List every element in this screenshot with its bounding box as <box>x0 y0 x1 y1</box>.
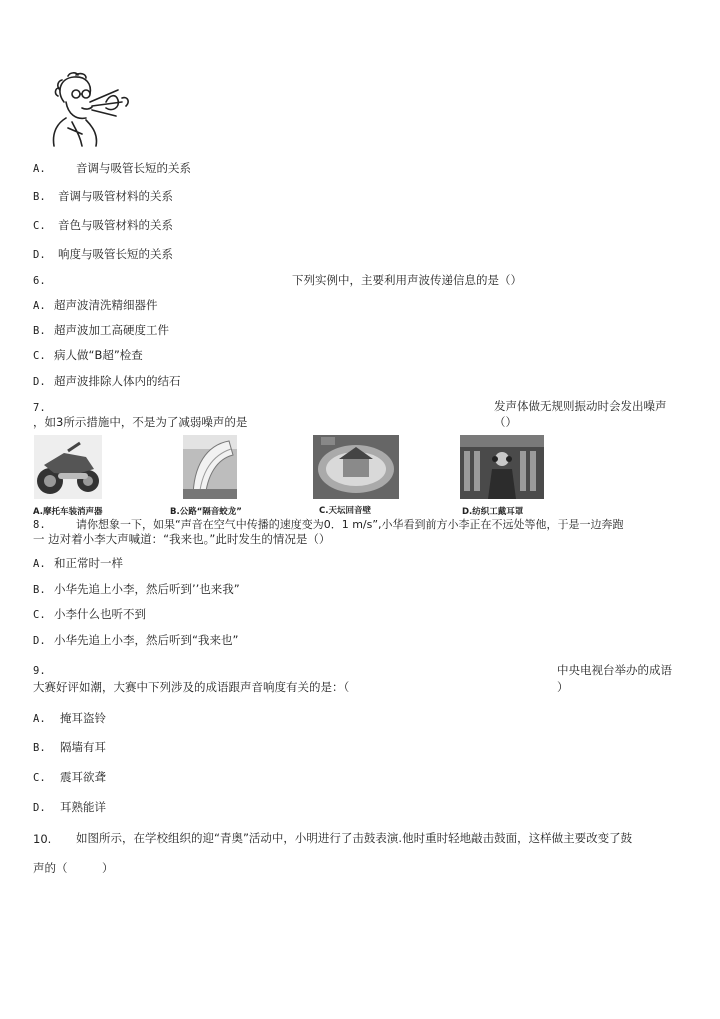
q8-option-d-text: 小华先追上小李，然后听到“我来也” <box>54 633 239 647</box>
q9-stem-right1: 中央电视台举办的成语 <box>557 663 672 677</box>
q6-option-a-text: 超声波清洗精细器件 <box>54 298 158 312</box>
q9-stem-right2: ） <box>557 680 569 694</box>
q7-caption-a: A.摩托车装消声器 <box>33 507 103 517</box>
q10-stem-line2: 声的（ ） <box>33 861 114 875</box>
q6-stem: 下列实例中，主要利用声波传递信息的是（） <box>292 273 522 287</box>
q8-stem-line1: 请你想象一下，如果“声音在空气中传播的速度变为0．1 m/s”,小华看到前方小李正在不远处等他，于是一边奔跑 <box>76 518 624 531</box>
highway-sound-barrier-photo <box>183 435 237 499</box>
q8-number: 8. <box>33 519 46 531</box>
q8-option-c-letter: C. <box>33 609 46 621</box>
q5-option-d-letter: D. <box>33 249 46 261</box>
q7-caption-d: D.纺织工戴耳罩 <box>462 507 524 517</box>
q5-option-c-text: 音色与吸管材料的关系 <box>58 218 173 232</box>
q8-option-c-text: 小李什么也听不到 <box>54 607 146 621</box>
q6-option-d-text: 超声波排除人体内的结石 <box>54 374 181 388</box>
q6-option-b-text: 超声波加工高硬度工件 <box>54 323 169 337</box>
q9-option-a-text: 掩耳盗铃 <box>60 711 106 725</box>
q5-option-b-letter: B. <box>33 191 46 203</box>
q9-stem-left: 大赛好评如潮，大赛中下列涉及的成语跟声音响度有关的是：（ <box>33 680 350 694</box>
q9-option-c-letter: C. <box>33 772 46 784</box>
q9-option-a-letter: A. <box>33 713 46 725</box>
q8-stem-line2: 一 边对着小李大声喊道：“我来也。”此时发生的情况是（） <box>33 532 331 546</box>
q5-option-a-letter: A. <box>33 163 46 175</box>
q5-option-c-letter: C. <box>33 220 46 232</box>
q8-option-d-letter: D. <box>33 635 46 647</box>
q10-stem-line1: 如图所示，在学校组织的迎“青奥”活动中，小明进行了击鼓表演.他时重时轻地敲击鼓面，这样做主要改变了鼓 <box>76 831 633 845</box>
q6-option-c-letter: C. <box>33 350 46 362</box>
q7-caption-c: C.天坛回音壁 <box>319 506 371 516</box>
q9-option-b-text: 隔墙有耳 <box>60 740 106 754</box>
q9-option-d-letter: D. <box>33 802 46 814</box>
q8-option-b-letter: B. <box>33 584 46 596</box>
q8-option-a-text: 和正常时一样 <box>54 556 123 570</box>
q7-stem-right-paren: （） <box>494 415 517 429</box>
q5-option-a-text: 音调与吸管长短的关系 <box>76 161 191 175</box>
q10-number: 10. <box>33 832 52 846</box>
q9-option-c-text: 震耳欲聋 <box>60 770 106 784</box>
q6-option-d-letter: D. <box>33 376 46 388</box>
q9-option-b-letter: B. <box>33 742 46 754</box>
q5-option-d-text: 响度与吸管长短的关系 <box>58 247 173 261</box>
q5-option-b-text: 音调与吸管材料的关系 <box>58 189 173 203</box>
straw-player-illustration <box>46 72 138 148</box>
q7-stem-right: 发声体做无规则振动时会发出噪声 <box>494 399 667 413</box>
q9-option-d-text: 耳熟能详 <box>60 800 106 814</box>
q7-number: 7. <box>33 402 46 414</box>
q7-caption-b: B.公路“隔音蛟龙” <box>170 507 242 517</box>
q6-option-c-text: 病人做“B超”检查 <box>54 348 143 362</box>
q8-option-a-letter: A. <box>33 558 46 570</box>
q6-number: 6. <box>33 275 46 287</box>
q6-option-b-letter: B. <box>33 325 46 337</box>
textile-worker-earmuffs-photo <box>460 435 544 499</box>
q8-option-b-text: 小华先追上小李，然后听到’’也来我” <box>54 582 240 596</box>
motorcycle-muffler-photo <box>34 435 102 499</box>
q6-option-a-letter: A. <box>33 300 46 312</box>
echo-wall-photo <box>313 435 399 499</box>
q7-stem-left: ，如3所示措施中，不是为了减弱噪声的是 <box>33 415 248 429</box>
q9-number: 9. <box>33 665 46 677</box>
